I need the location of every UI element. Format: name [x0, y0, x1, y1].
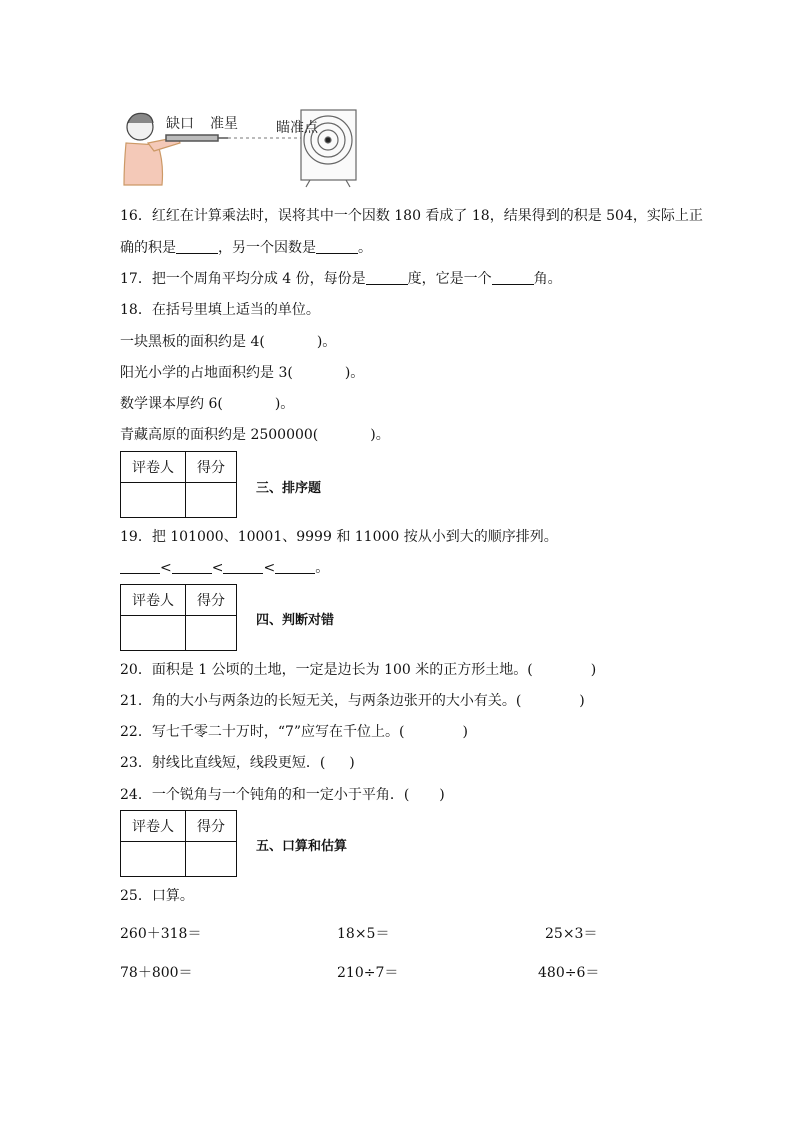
q18-item1-close: )。 — [316, 334, 337, 350]
q19-blank-3[interactable] — [223, 559, 263, 574]
q16-text-a: 确的积是 — [120, 240, 176, 256]
calc-item: 78＋800＝ — [120, 965, 193, 981]
score-cell[interactable] — [186, 842, 237, 877]
q16-text-c: 。 — [358, 240, 372, 256]
q21-close: ) — [579, 693, 585, 709]
reviewer-cell[interactable] — [121, 616, 186, 651]
q19-blank-2[interactable] — [172, 559, 212, 574]
reviewer-header: 评卷人 — [121, 811, 186, 842]
score-cell[interactable] — [186, 483, 237, 518]
judge-item — [120, 691, 585, 711]
q25-title: 25．口算。 — [120, 888, 194, 904]
q17-text-c: 角。 — [533, 271, 562, 287]
judge-item — [120, 753, 355, 773]
section-title-mental-math: 五、口算和估算 — [256, 839, 348, 854]
reviewer-header: 评卷人 — [121, 452, 186, 483]
q21-text: 21．角的大小与两条边的长短无关，与两条边张开的大小有关。( — [120, 693, 522, 709]
score-header: 得分 — [186, 811, 237, 842]
q18-item4-text: 青藏高原的面积约是 2500000( — [120, 427, 319, 443]
score-header: 得分 — [186, 585, 237, 616]
q18-item1-text: 一块黑板的面积约是 4( — [120, 334, 265, 350]
calc-item: 25×3＝ — [545, 926, 598, 942]
calc-item: 210÷7＝ — [337, 965, 399, 981]
q18-item — [120, 363, 364, 383]
score-table-5 — [120, 810, 237, 877]
aim-point-label: 瞄准点 — [276, 120, 318, 136]
reviewer-cell[interactable] — [121, 842, 186, 877]
q19-text: 19．把 101000、10001、9999 和 11000 按从小到大的顺序排列。 — [120, 529, 558, 545]
score-table-3 — [120, 451, 237, 518]
q17-line — [120, 269, 562, 289]
q16-line2 — [120, 238, 372, 258]
score-table-4 — [120, 584, 237, 651]
q19-answer-line — [120, 558, 329, 578]
calc-item: 18×5＝ — [337, 926, 390, 942]
q16-blank-product[interactable] — [176, 239, 218, 254]
shooter-target-drawing — [118, 105, 363, 190]
q20-close: ) — [590, 662, 597, 678]
score-header: 得分 — [186, 452, 237, 483]
calc-item: 260＋318＝ — [120, 926, 202, 942]
rifle — [166, 135, 228, 141]
q22-text: 22．写七千零二十万时，“7”应写在千位上。( — [120, 724, 405, 740]
q17-text-a: 17．把一个周角平均分成 4 份，每份是 — [120, 271, 366, 287]
q23-text: 23．射线比直线短，线段更短．( — [120, 755, 326, 771]
q20-text: 20．面积是 1 公顷的土地，一定是边长为 100 米的正方形土地。( — [120, 662, 533, 678]
q18-item — [120, 394, 294, 414]
section-title-sort: 三、排序题 — [256, 481, 322, 496]
q19-blank-4[interactable] — [275, 559, 315, 574]
q17-blank-degree[interactable] — [366, 270, 408, 285]
front-sight-label: 准星 — [210, 116, 238, 132]
q18-item2-close: )。 — [344, 365, 365, 381]
aiming-illustration — [118, 105, 363, 190]
q19-blank-1[interactable] — [120, 559, 160, 574]
q23-close: ) — [349, 755, 355, 771]
reviewer-cell[interactable] — [121, 483, 186, 518]
q17-text-b: 度，它是一个 — [407, 271, 492, 287]
less-than-3: < — [263, 560, 276, 576]
judge-item — [120, 785, 445, 805]
q18-item3-text: 数学课本厚约 6( — [120, 396, 223, 412]
q24-text: 24．一个锐角与一个钝角的和一定小于平角．( — [120, 787, 410, 803]
q18-item — [120, 332, 336, 352]
q16-line1: 16．红红在计算乘法时，误将其中一个因数 180 看成了 18，结果得到的积是 504，实际上正 — [120, 208, 703, 224]
q16-blank-factor[interactable] — [316, 239, 358, 254]
judge-item — [120, 722, 468, 742]
judge-item — [120, 660, 596, 680]
notch-label: 缺口 — [166, 116, 194, 132]
q22-close: ) — [462, 724, 468, 740]
q18-item4-close: )。 — [370, 427, 390, 443]
reviewer-header: 评卷人 — [121, 585, 186, 616]
q24-close: ) — [439, 787, 445, 803]
less-than-2: < — [211, 560, 224, 576]
calc-item: 480÷6＝ — [538, 965, 600, 981]
section-title-judge: 四、判断对错 — [256, 613, 335, 628]
q18-item3-close: )。 — [274, 396, 295, 412]
less-than-1: < — [160, 560, 172, 576]
q17-blank-angle[interactable] — [492, 270, 534, 285]
q18-item2-text: 阳光小学的占地面积约是 3( — [120, 365, 293, 381]
q18-title: 18．在括号里填上适当的单位。 — [120, 302, 320, 318]
q18-item — [120, 425, 390, 445]
q19-end: 。 — [315, 560, 330, 576]
q16-text-b: ，另一个因数是 — [218, 240, 316, 256]
score-cell[interactable] — [186, 616, 237, 651]
